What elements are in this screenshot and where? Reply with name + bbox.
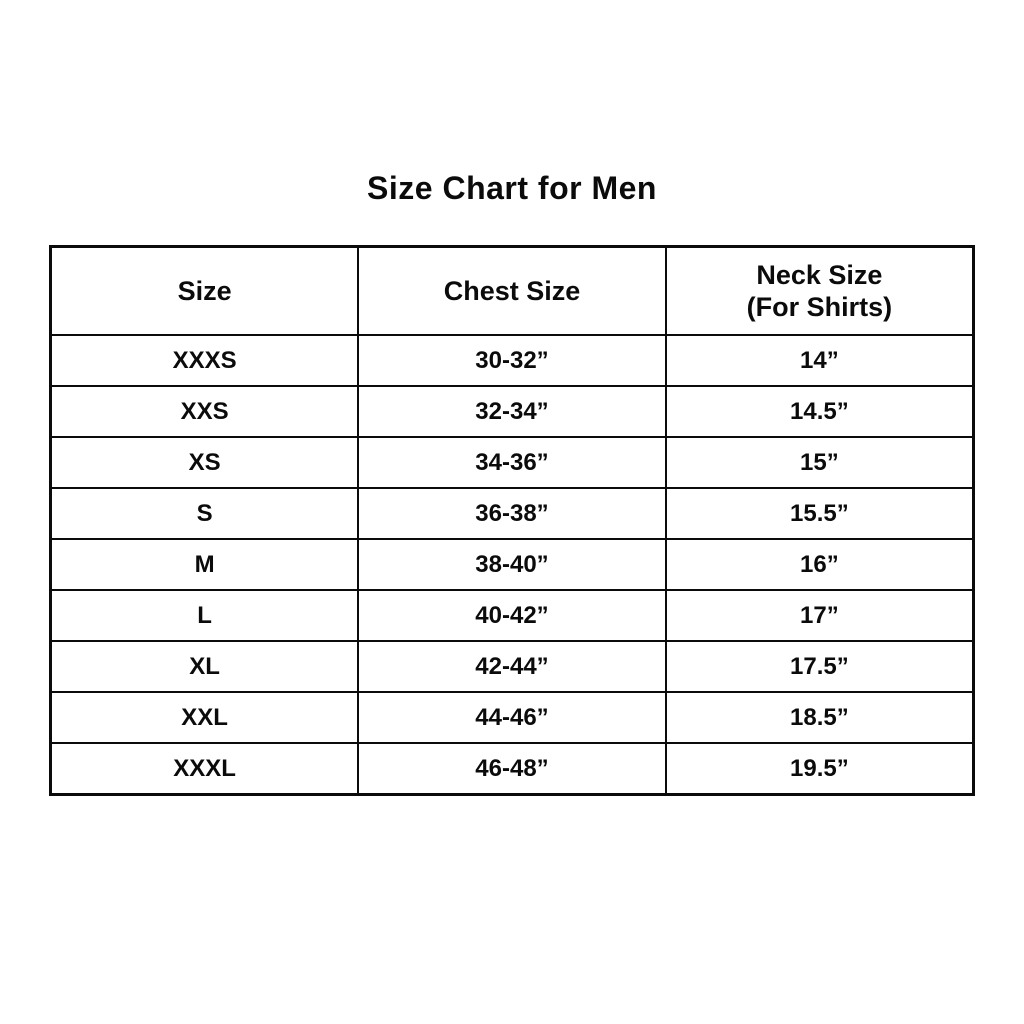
table-row <box>51 437 974 488</box>
chest-cell: 44-46” <box>358 692 666 743</box>
chest-cell: 46-48” <box>358 743 666 795</box>
size-cell: L <box>51 590 359 641</box>
neck-cell: 15.5” <box>666 488 974 539</box>
chest-cell: 30-32” <box>358 335 666 386</box>
table-row <box>51 692 974 743</box>
neck-cell: 17” <box>666 590 974 641</box>
header-size: Size <box>51 247 359 336</box>
table-row <box>51 488 974 539</box>
size-table-body <box>51 335 974 795</box>
table-row <box>51 743 974 795</box>
header-row <box>51 247 974 336</box>
neck-cell: 17.5” <box>666 641 974 692</box>
neck-cell: 14” <box>666 335 974 386</box>
page-title: Size Chart for Men <box>367 170 657 206</box>
size-cell: S <box>51 488 359 539</box>
size-cell: M <box>51 539 359 590</box>
neck-cell: 16” <box>666 539 974 590</box>
header-chest: Chest Size <box>358 247 666 336</box>
neck-cell: 19.5” <box>666 743 974 795</box>
table-row <box>51 386 974 437</box>
table-row <box>51 590 974 641</box>
neck-cell: 18.5” <box>666 692 974 743</box>
chest-cell: 40-42” <box>358 590 666 641</box>
size-cell: XXXS <box>51 335 359 386</box>
header-neck-line2: (For Shirts) <box>746 292 893 322</box>
size-cell: XS <box>51 437 359 488</box>
chest-cell: 36-38” <box>358 488 666 539</box>
table-header <box>51 247 974 336</box>
chest-cell: 32-34” <box>358 386 666 437</box>
chest-cell: 42-44” <box>358 641 666 692</box>
neck-cell: 15” <box>666 437 974 488</box>
table-row <box>51 641 974 692</box>
size-chart-table <box>49 245 975 796</box>
chest-cell: 34-36” <box>358 437 666 488</box>
size-cell: XXXL <box>51 743 359 795</box>
header-neck-line1: Neck Size <box>756 259 883 290</box>
size-cell: XXS <box>51 386 359 437</box>
table-row <box>51 539 974 590</box>
chest-cell: 38-40” <box>358 539 666 590</box>
size-cell: XL <box>51 641 359 692</box>
neck-cell: 14.5” <box>666 386 974 437</box>
table-row <box>51 335 974 386</box>
header-neck <box>666 247 974 336</box>
size-cell: XXL <box>51 692 359 743</box>
